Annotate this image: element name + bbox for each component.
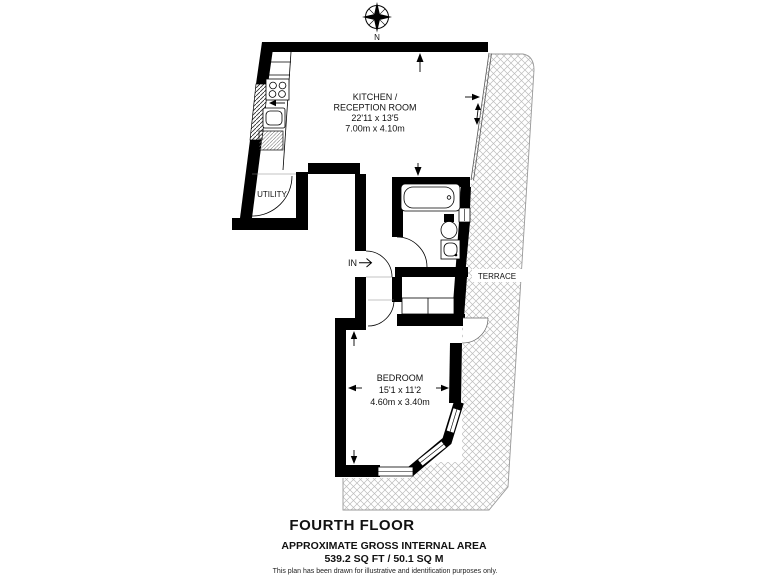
wall (335, 318, 366, 330)
compass-icon (362, 2, 392, 42)
dimension-arrow (436, 385, 449, 391)
wall (459, 187, 471, 208)
bathroom-fixtures (401, 184, 460, 259)
floor-title: FOURTH FLOOR (289, 517, 415, 534)
wall (256, 42, 274, 84)
sink-icon (263, 108, 285, 128)
wall (355, 174, 366, 251)
bedroom-dims-metric: 4.60m x 3.40m (370, 397, 430, 407)
hob-icon (266, 79, 289, 100)
wall (262, 42, 488, 52)
footer (273, 517, 498, 575)
area-heading: APPROXIMATE GROSS INTERNAL AREA (281, 540, 487, 552)
wall (335, 465, 380, 477)
dimension-arrow (415, 163, 422, 176)
counter-arrow (269, 100, 285, 106)
drainer-icon (259, 131, 283, 150)
kitchen-label-line2: RECEPTION ROOM (333, 102, 417, 113)
basin-icon (441, 240, 460, 259)
kitchen-dims-imperial: 22'11 x 13'5 (351, 113, 399, 123)
toilet-icon (441, 214, 457, 239)
wall (335, 330, 346, 477)
entrance-arrow-icon (359, 259, 372, 268)
area-value: 539.2 SQ FT / 50.1 SQ M (324, 553, 444, 565)
kitchen-dims-metric: 7.00m x 4.10m (345, 123, 405, 134)
utility-label: UTILITY (257, 190, 287, 199)
closets (402, 298, 454, 314)
entrance (348, 258, 372, 268)
bedroom-dims-imperial: 15'1 x 11'2 (378, 385, 422, 395)
kitchen-label: KITCHEN / (352, 92, 398, 102)
wall (232, 218, 308, 230)
wall (397, 314, 465, 326)
compass-north-label: N (374, 33, 380, 42)
wall (308, 163, 360, 174)
disclaimer-text: This plan has been drawn for illustrative and identification purposes only. (272, 568, 498, 575)
bedroom-label: BEDROOM (376, 373, 424, 383)
dimension-arrow (417, 53, 424, 72)
door-arc (368, 300, 394, 326)
wall (392, 277, 402, 302)
dimension-arrow (348, 385, 362, 391)
wall (449, 343, 462, 403)
door-arc (397, 237, 427, 267)
bathtub-icon (401, 184, 460, 211)
wall (296, 172, 308, 218)
wall (395, 267, 468, 277)
terrace-label: TERRACE (477, 272, 517, 281)
wall (240, 140, 262, 218)
entrance-label: IN (348, 258, 357, 268)
dimension-arrow (351, 331, 357, 346)
window-midline (420, 444, 444, 463)
